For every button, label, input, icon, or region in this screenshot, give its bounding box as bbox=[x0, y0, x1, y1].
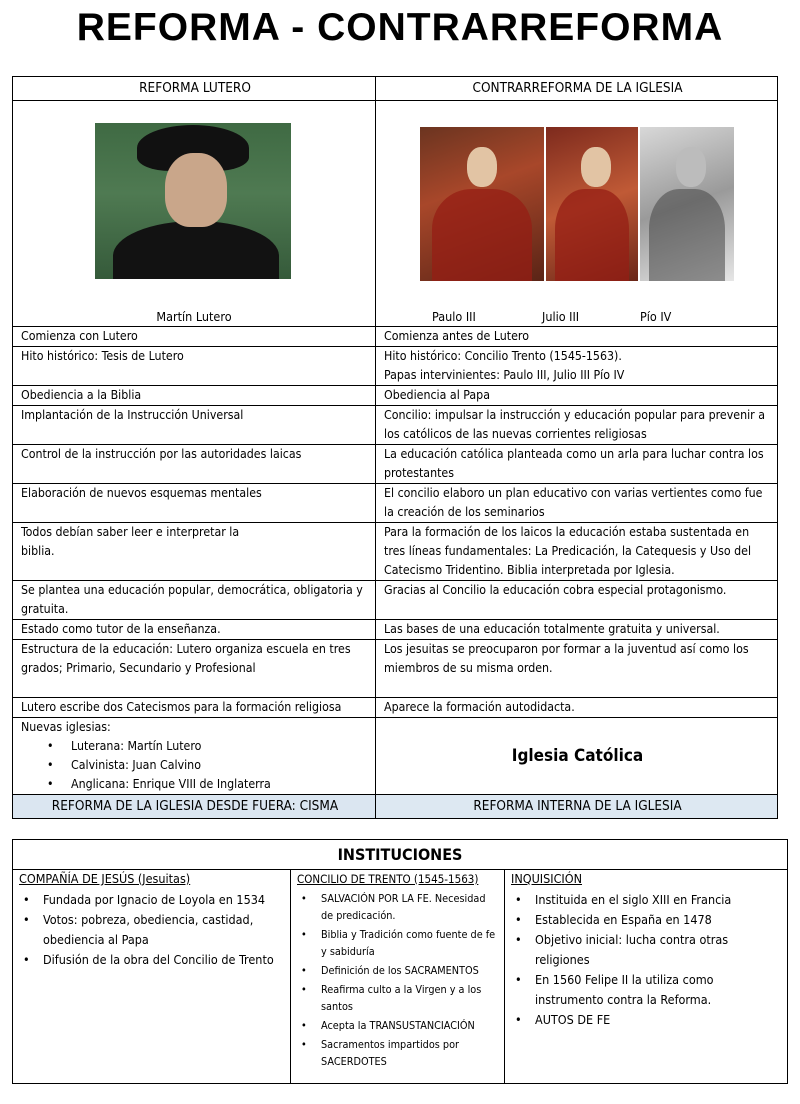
row-right bbox=[376, 347, 778, 386]
list-item: • SALVACIÓN POR LA FE. Necesidad de predicación. bbox=[301, 890, 498, 924]
list-item: • Acepta la TRANSUSTANCIACIÓN bbox=[301, 1017, 498, 1034]
pope-pio-iv-image bbox=[640, 127, 734, 281]
row-left: Elaboración de nuevos esquemas mentales bbox=[13, 484, 376, 523]
list-item: • Establecida en España en 1478 bbox=[515, 910, 781, 930]
portrait-row bbox=[13, 101, 778, 327]
table-row bbox=[13, 523, 778, 581]
row-right: Obediencia al Papa bbox=[376, 386, 778, 406]
list-item: • Anglicana: Enrique VIII de Inglaterra bbox=[47, 775, 369, 794]
table-footer-row bbox=[13, 795, 778, 819]
table-row-churches bbox=[13, 718, 778, 795]
institutions-title: INSTITUCIONES bbox=[13, 840, 787, 870]
row-left: Control de la instrucción por las autoridades laicas bbox=[13, 445, 376, 484]
pope-label-1: Paulo III bbox=[432, 309, 476, 324]
list-item: • Sacramentos impartidos por SACERDOTES bbox=[301, 1036, 498, 1070]
trento-heading: CONCILIO DE TRENTO (1545-1563) bbox=[297, 872, 479, 886]
trento-column bbox=[291, 870, 505, 1083]
row-right: Aparece la formación autodidacta. bbox=[376, 698, 778, 718]
institutions-box bbox=[12, 839, 788, 1084]
row-left-line: biblia. bbox=[21, 544, 55, 558]
row-left: Lutero escribe dos Catecismos para la formación religiosa bbox=[13, 698, 376, 718]
table-row bbox=[13, 620, 778, 640]
new-churches-label: Nuevas iglesias: bbox=[21, 720, 111, 734]
list-item: • Biblia y Tradición como fuente de fe y sabiduría bbox=[301, 926, 498, 960]
row-right: Las bases de una educación totalmente gratuita y universal. bbox=[376, 620, 778, 640]
table-row bbox=[13, 327, 778, 347]
inquisition-heading: INQUISICIÓN bbox=[511, 871, 583, 886]
row-right-line: Hito histórico: Concilio Trento (1545-1563). bbox=[384, 349, 622, 363]
table-row bbox=[13, 581, 778, 620]
page-title: REFORMA - CONTRARREFORMA bbox=[76, 6, 724, 49]
row-left-line: Todos debían saber leer e interpretar la bbox=[21, 525, 240, 539]
pope-label-3: Pío IV bbox=[640, 309, 672, 324]
pope-julio-iii-image bbox=[546, 127, 638, 281]
footer-right: REFORMA INTERNA DE LA IGLESIA bbox=[376, 795, 778, 819]
row-right-line: Papas intervinientes: Paulo III, Julio III Pío IV bbox=[384, 368, 625, 382]
jesuits-column bbox=[13, 870, 291, 1083]
row-left: Hito histórico: Tesis de Lutero bbox=[13, 347, 376, 386]
row-left: Estructura de la educación: Lutero organiza escuela en tres grados; Primario, Secundario y Profesional bbox=[13, 640, 376, 698]
table-row bbox=[13, 445, 778, 484]
pope-paulo-iii-image bbox=[420, 127, 544, 281]
new-churches-cell bbox=[13, 718, 376, 795]
list-item: • Instituida en el siglo XIII en Francia bbox=[515, 890, 781, 910]
list-item: • Definición de los SACRAMENTOS bbox=[301, 962, 498, 979]
list-item: • Fundada por Ignacio de Loyola en 1534 bbox=[23, 890, 284, 910]
row-right: El concilio elaboro un plan educativo con varias vertientes como fue la creación de los seminarios bbox=[376, 484, 778, 523]
footer-left: REFORMA DE LA IGLESIA DESDE FUERA: CISMA bbox=[13, 795, 376, 819]
row-right: Para la formación de los laicos la educación estaba sustentada en tres líneas fundamentales: La Predicación, la Catequesis y Uso del Catecismo Tridentino. Biblia interpretada por Iglesia. bbox=[376, 523, 778, 581]
popes-portraits bbox=[420, 127, 734, 281]
inquisition-column bbox=[505, 870, 787, 1083]
new-churches-list bbox=[47, 737, 369, 794]
row-left: Se plantea una educación popular, democrática, obligatoria y gratuita. bbox=[13, 581, 376, 620]
list-item: • Calvinista: Juan Calvino bbox=[47, 756, 369, 775]
list-item: • Luterana: Martín Lutero bbox=[47, 737, 369, 756]
row-right: La educación católica planteada como un arla para luchar contra los protestantes bbox=[376, 445, 778, 484]
row-left: Comienza con Lutero bbox=[13, 327, 376, 347]
list-item: • Objetivo inicial: lucha contra otras religiones bbox=[515, 930, 781, 970]
row-right: Concilio: impulsar la instrucción y educación popular para prevenir a los católicos de las nuevas corrientes religiosas bbox=[376, 406, 778, 445]
catholic-church-cell: Iglesia Católica bbox=[376, 718, 778, 795]
luther-portrait bbox=[95, 123, 291, 279]
row-right: Comienza antes de Lutero bbox=[376, 327, 778, 347]
list-item: • Reafirma culto a la Virgen y a los santos bbox=[301, 981, 498, 1015]
trento-list bbox=[291, 888, 504, 1070]
jesuits-list bbox=[13, 888, 290, 970]
header-contrarreforma: CONTRARREFORMA DE LA IGLESIA bbox=[376, 77, 778, 101]
list-item: • Difusión de la obra del Concilio de Trento bbox=[23, 950, 284, 970]
list-item: • En 1560 Felipe II la utiliza como instrumento contra la Reforma. bbox=[515, 970, 781, 1010]
jesuits-heading: COMPAÑÍA DE JESÚS (Jesuitas) bbox=[19, 871, 191, 886]
list-item: • AUTOS DE FE bbox=[515, 1010, 781, 1030]
row-left: Obediencia a la Biblia bbox=[13, 386, 376, 406]
row-right: Los jesuitas se preocuparon por formar a la juventud así como los miembros de su misma orden. bbox=[376, 640, 778, 698]
table-row bbox=[13, 484, 778, 523]
table-row bbox=[13, 640, 778, 698]
table-row bbox=[13, 347, 778, 386]
comparison-table bbox=[12, 76, 778, 819]
row-left: Estado como tutor de la enseñanza. bbox=[13, 620, 376, 640]
luther-caption: Martín Lutero bbox=[156, 309, 232, 324]
table-row bbox=[13, 698, 778, 718]
row-right: Gracias al Concilio la educación cobra especial protagonismo. bbox=[376, 581, 778, 620]
row-left: Implantación de la Instrucción Universal bbox=[13, 406, 376, 445]
table-row bbox=[13, 406, 778, 445]
inquisition-list bbox=[505, 888, 787, 1030]
list-item: • Votos: pobreza, obediencia, castidad, obediencia al Papa bbox=[23, 910, 284, 950]
table-header-row bbox=[13, 77, 778, 101]
table-row bbox=[13, 386, 778, 406]
row-left bbox=[13, 523, 376, 581]
pope-label-2: Julio III bbox=[542, 309, 580, 324]
header-reforma: REFORMA LUTERO bbox=[13, 77, 376, 101]
